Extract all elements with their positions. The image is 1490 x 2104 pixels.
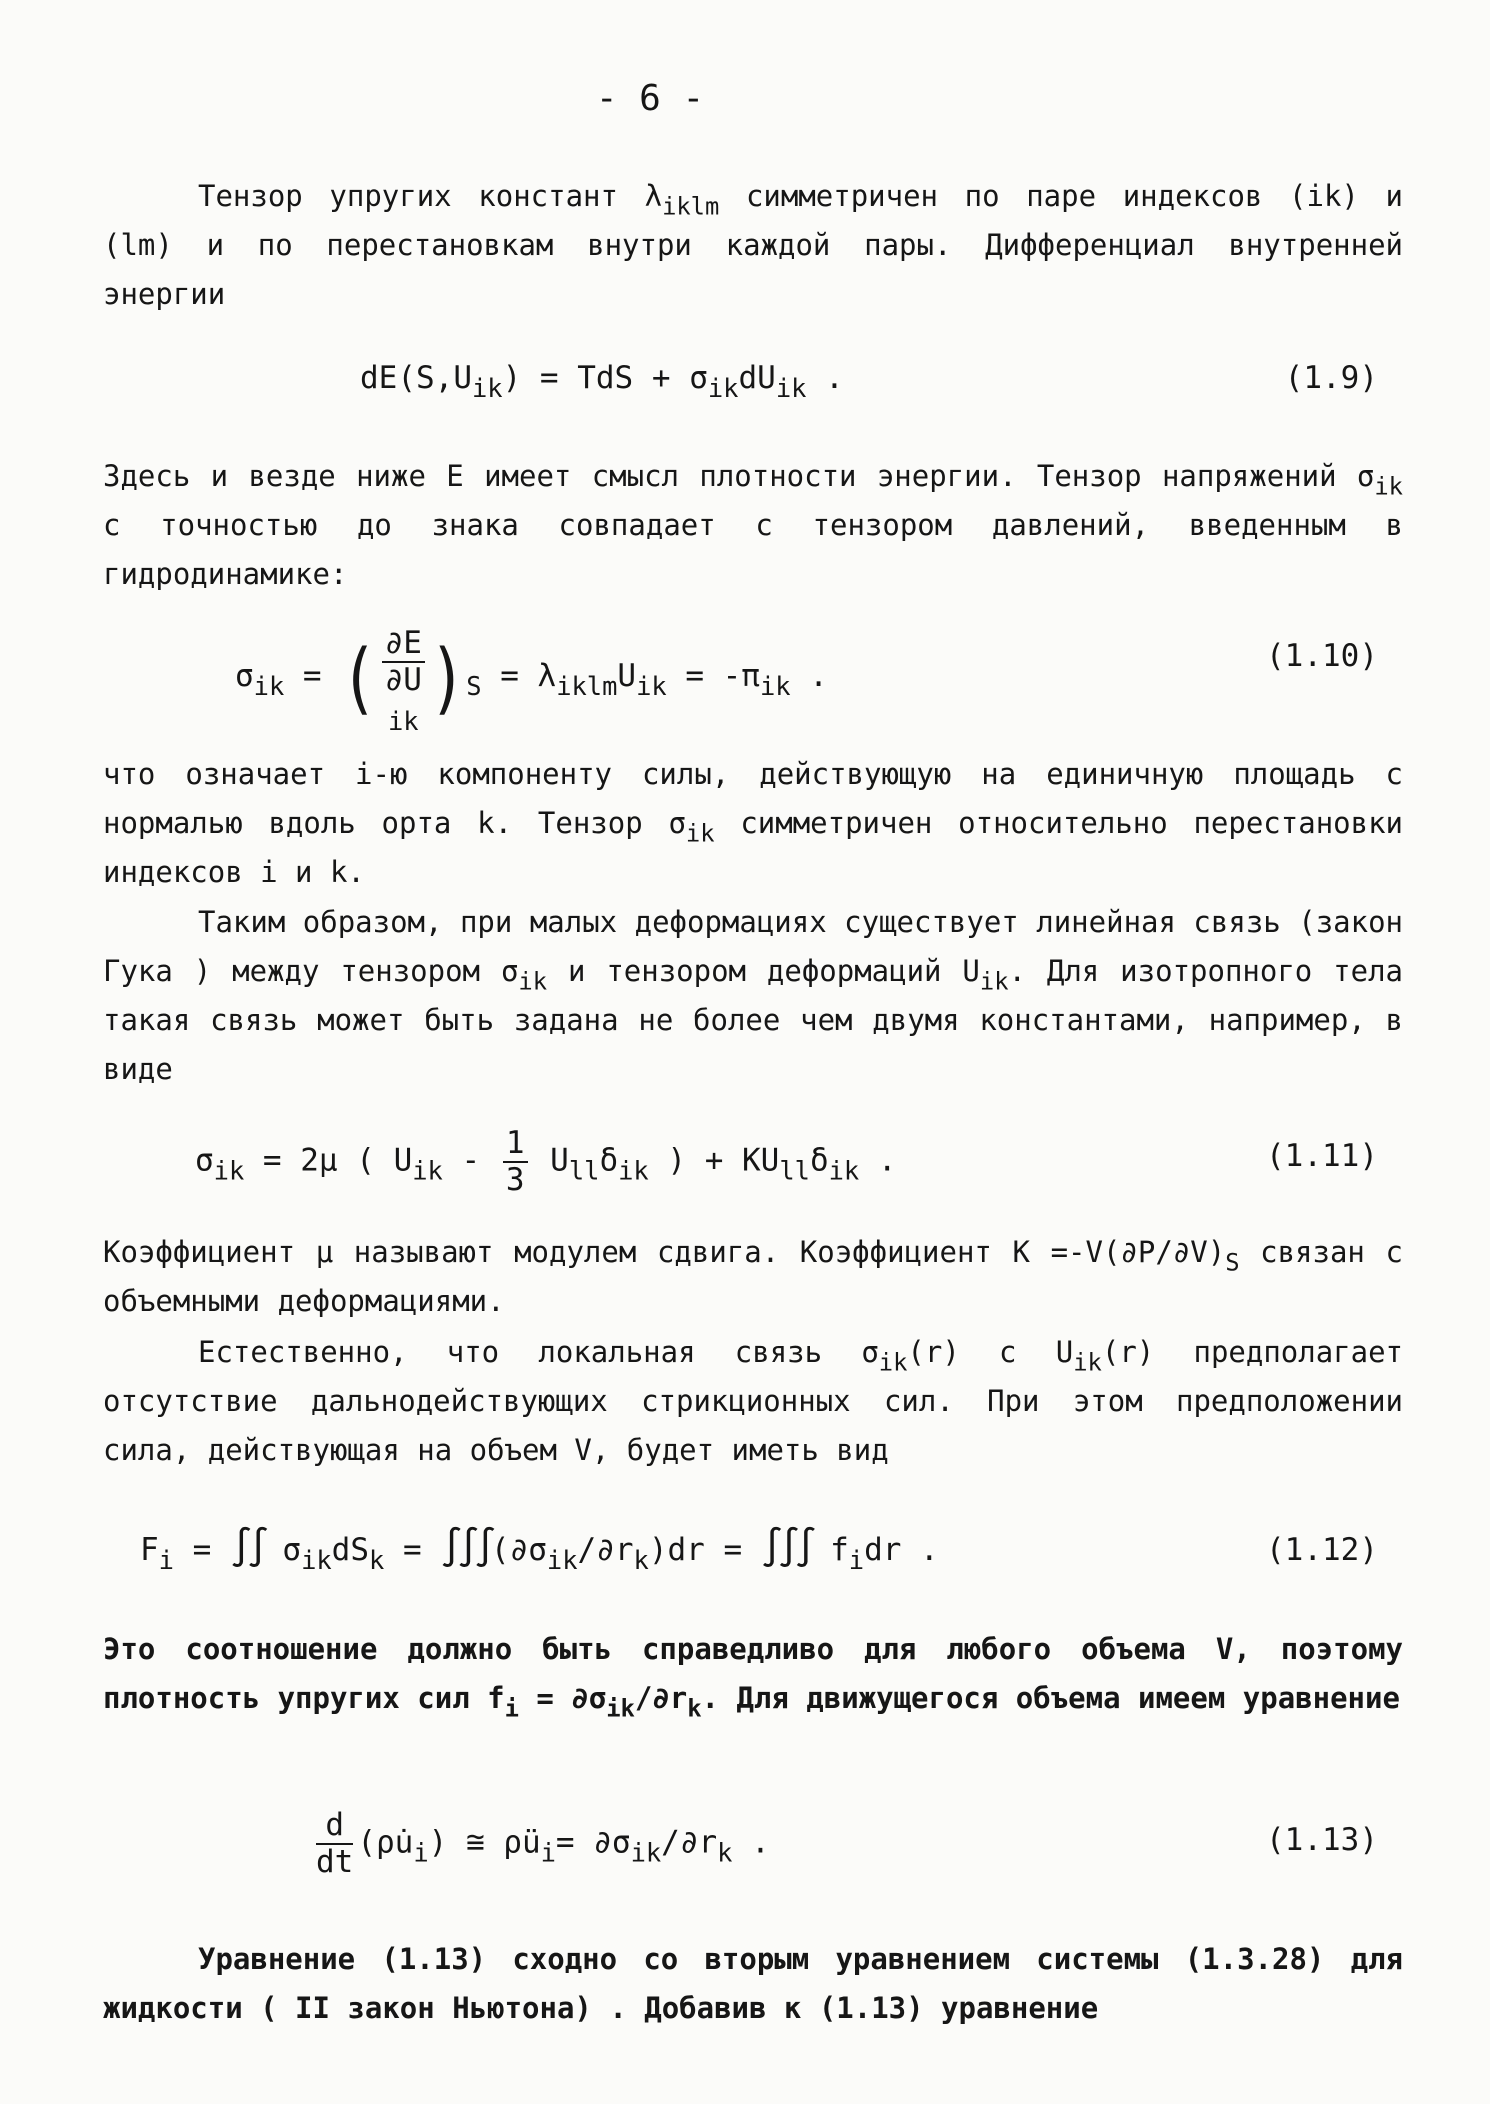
paragraph-4 (103, 898, 1403, 1094)
p1-text: Тензор упругих констант λ (198, 179, 663, 213)
p7-sub2: ik (606, 1694, 635, 1723)
eq112-lhs: F (140, 1532, 159, 1568)
paragraph-3 (103, 750, 1403, 897)
p4-text: Таким образом, при малых деформациях существует линейная связь (закон Гука ) между тензором σ (103, 905, 1403, 988)
eq113-t1b: ) ≅ ρü (428, 1824, 541, 1861)
eq112-eq: = (173, 1532, 230, 1568)
eq111-lhs: σ (195, 1142, 214, 1179)
paragraph-8: Уравнение (1.13) сходно со вторым уравнением системы (1.3.28) для жидкости ( II закон Ньютона) . Добавив к (1.13) уравнение (103, 1942, 1403, 2025)
eq112-t2b-sub: k (633, 1544, 649, 1575)
eq113-frac-num: d (316, 1810, 353, 1845)
eq112-t3: f (811, 1532, 849, 1568)
eq110-after-sub: S (466, 670, 482, 701)
eq110-lhs-sub: ik (253, 670, 285, 701)
p2-rest: с точностью до знака совпадает с тензором давлений, введенным в гидродинамике: (103, 508, 1403, 591)
eq19-mid: ) = TdS + σ (502, 360, 708, 396)
p3-sub: ik (685, 819, 715, 848)
eq111-frac-den: 3 (505, 1162, 525, 1198)
eq113-t2b: /∂r (661, 1824, 718, 1861)
p5-rest: связан с объемными деформациями. (103, 1235, 1403, 1318)
eq112-lhs-sub: i (158, 1544, 174, 1575)
p5-text: Коэффициент μ называют модулем сдвига. Коэффициент K =-V(∂P/∂V) (103, 1235, 1226, 1269)
eq111-lhs-sub: ik (213, 1155, 245, 1186)
eq111-delta: δ (599, 1142, 619, 1179)
eq110-rhs1-sub: iklm (556, 670, 618, 701)
p3-rest: симметричен относительно перестановки индексов i и k. (103, 806, 1403, 889)
p7-rest: . Для движущегося объема имеем уравнение (701, 1681, 1400, 1715)
eq112-eq2: = (384, 1532, 441, 1568)
equation-1-9 (360, 360, 844, 403)
p2-text: Здесь и везде ниже E имеет смысл плотности энергии. Тензор напряжений σ (103, 459, 1375, 493)
p2-sub: ik (1374, 472, 1403, 501)
p6-rest: (r) предполагает отсутствие дальнодействующих стрикционных сил. При этом предположении сила, действующая на объем V, будет иметь вид (103, 1335, 1404, 1467)
eq111-plus: ) + KU (648, 1142, 780, 1179)
eq110-eq: = (284, 658, 341, 694)
eq110-lhs: σ (235, 658, 254, 694)
eq19-mid-sub: ik (707, 372, 739, 403)
eq111-end: . (859, 1142, 897, 1179)
eq110-frac-den-text: ∂U (384, 662, 422, 698)
eq111-delta2: δ (809, 1142, 829, 1179)
p6-mid1: (r) с U (907, 1335, 1074, 1369)
equation-1-13 (312, 1807, 770, 1880)
eq112-t1b-sub: k (368, 1544, 385, 1575)
p1-sub: iklm (662, 192, 720, 221)
p7-text: Это соотношение должно быть справедливо для любого объема V, поэтому плотность упругих сил f (103, 1632, 1403, 1715)
eq113-t2b-sub: k (717, 1837, 733, 1868)
p4-sub2: ik (979, 967, 1009, 996)
eq111-frac-num: 1 (503, 1128, 528, 1163)
eq111-minus: - (442, 1142, 499, 1179)
p7-sub1: i (504, 1694, 519, 1723)
eq110-frac-num: ∂E (382, 628, 425, 663)
paragraph-2 (103, 452, 1403, 599)
equation-1-12 (140, 1525, 939, 1575)
paragraph-1 (103, 172, 1403, 319)
eq110-rhs2: U (617, 658, 637, 694)
eq113-t2-sub: ik (630, 1837, 662, 1868)
eq113-frac-den: dt (316, 1844, 354, 1880)
p1-rest: симметричен по паре индексов (ik) и (lm) и по перестановкам внутри каждой пары. Дифференциал внутренней энергии (103, 179, 1403, 311)
eq112-t2: (∂σ (490, 1532, 547, 1568)
p6-sub2: ik (1073, 1348, 1102, 1377)
eq110-rhs2-sub: ik (636, 670, 667, 701)
eq113-t1-sub: i (413, 1837, 429, 1868)
eq111-eq: = 2μ ( U (244, 1142, 413, 1179)
eq19-end: . (806, 360, 844, 396)
eq112-t2b: /∂r (577, 1532, 634, 1568)
eq112-t3b: dr . (864, 1532, 939, 1568)
eq113-t1b-sub: i (540, 1837, 556, 1868)
p6-sub1: ik (878, 1348, 908, 1377)
paragraph-6 (103, 1328, 1403, 1475)
equation-number-1-12: (1.12) (1266, 1532, 1378, 1568)
eq19-lhs-sub: ik (471, 372, 503, 403)
p4-rest: . Для изотропного тела такая связь может быть задана не более чем двумя константами, например, в виде (103, 954, 1403, 1086)
eq111-u-sub: ik (412, 1155, 443, 1186)
equation-1-10 (235, 625, 828, 736)
p5-sub: S (1225, 1248, 1240, 1277)
eq112-t1-sub: ik (301, 1544, 332, 1575)
eq19-lhs: dE(S,U (360, 360, 472, 396)
paragraph-7 (103, 1625, 1403, 1723)
p7-sub3: k (687, 1694, 702, 1723)
p6-text: Естественно, что локальная связь σ (198, 1335, 879, 1369)
eq110-fraction (382, 625, 425, 736)
eq110-frac-den-sub: ik (387, 705, 419, 736)
eq111-u2: U (531, 1142, 569, 1179)
eq19-rhs: dU (738, 360, 776, 396)
eq112-triple-integral-2: ∫∫∫ (760, 1525, 812, 1569)
eq110-end: . (790, 658, 828, 694)
eq112-t2-sub: ik (546, 1544, 578, 1575)
eq110-frac-den (382, 662, 425, 736)
eq112-t1: σ (263, 1532, 302, 1568)
equation-number-1-10: (1.10) (1266, 638, 1378, 674)
eq110-rhs3: = -π (666, 658, 760, 694)
eq112-t3-sub: i (848, 1544, 865, 1575)
p3-text: что означает i-ю компоненту силы, действующую на единичную площадь с нормалью вдоль орта k. Тензор σ (103, 757, 1403, 840)
eq112-triple-integral: ∫∫∫ (440, 1525, 491, 1569)
eq113-end: . (732, 1824, 770, 1861)
page-number: - 6 - (595, 78, 705, 119)
eq112-t2c: )dr = (648, 1532, 761, 1568)
equation-number-1-11: (1.11) (1266, 1138, 1378, 1174)
p4-mid: и тензором деформаций U (547, 954, 980, 988)
eq110-close-bracket: ) (428, 631, 467, 724)
equation-number-1-13: (1.13) (1266, 1822, 1378, 1858)
eq110-rhs3-sub: ik (759, 670, 791, 701)
eq112-t1b: dS (331, 1532, 369, 1568)
eq111-k-sub: ll (779, 1155, 810, 1186)
eq110-open-bracket: ( (340, 631, 378, 724)
equation-number-1-9: (1.9) (1284, 360, 1378, 396)
eq111-delta2-sub: ik (828, 1155, 860, 1186)
eq113-t2: = ∂σ (555, 1824, 631, 1861)
eq19-rhs-sub: ik (775, 372, 807, 403)
eq113-t1: (ρu̇ (357, 1824, 414, 1861)
eq112-double-integral: ∫∫ (229, 1525, 264, 1569)
paragraph-5 (103, 1228, 1403, 1326)
p4-sub1: ik (518, 967, 548, 996)
eq111-delta-sub: ik (618, 1155, 649, 1186)
eq113-fraction (316, 1807, 354, 1880)
eq111-fraction (503, 1125, 528, 1198)
eq110-rhs1: = λ (481, 658, 557, 694)
equation-1-11 (195, 1125, 897, 1198)
eq111-u2-sub: ll (568, 1155, 600, 1186)
p7-mid: = ∂σ (518, 1681, 607, 1715)
p7-mid2: /∂r (634, 1681, 688, 1715)
